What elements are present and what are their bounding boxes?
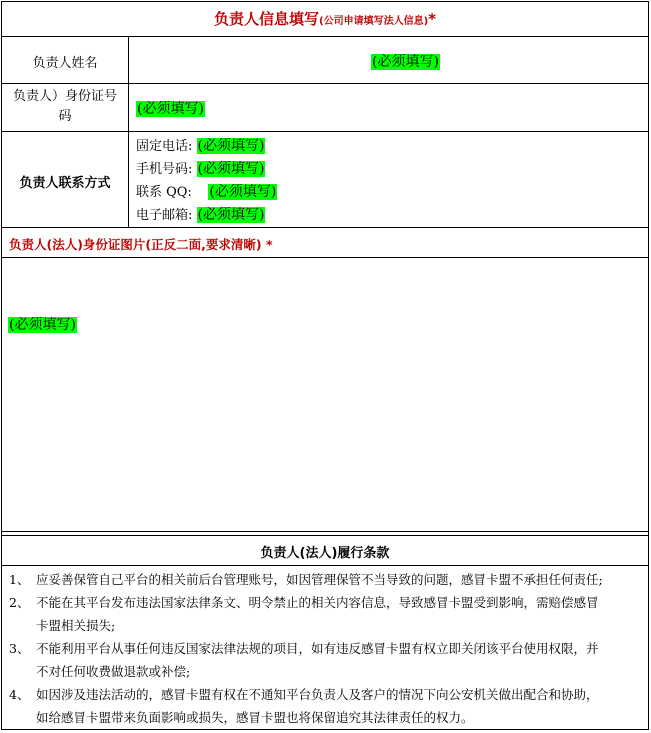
row-divider <box>2 257 648 258</box>
row-divider <box>2 565 648 566</box>
list-item-continued: 卡盟相关损失; <box>36 618 116 633</box>
form-frame <box>1 1 649 730</box>
name-label: 负责人姓名 <box>32 56 98 71</box>
list-item: 2、 不能在其平台发布违法国家法律条文、明令禁止的相关内容信息，导致感冒卡盟受到影响，需赔偿感冒 <box>9 595 599 610</box>
mobile-label: 手机号码: <box>136 162 193 177</box>
name-field[interactable]: (必须填写) <box>372 54 439 70</box>
email-label: 电子邮箱: <box>136 208 193 223</box>
email-row[interactable] <box>136 204 265 224</box>
qq-label: 联系 QQ: <box>136 185 192 200</box>
terms-heading: 负责人(法人)履行条款 <box>260 546 390 561</box>
phone-row[interactable] <box>136 135 265 155</box>
list-item-continued: 如给感冒卡盟带来负面影响或损失，感冒卡盟也将保留追究其法律责任的权力。 <box>36 710 474 725</box>
id-photo-heading: 负责人(法人)身份证图片(正反二面,要求清晰) * <box>9 237 273 252</box>
email-field[interactable]: (必须填写) <box>197 207 265 223</box>
terms-list <box>9 568 645 729</box>
mobile-row[interactable] <box>136 158 265 178</box>
row-divider <box>2 36 648 37</box>
list-item-continued: 不对任何收费做退款或补偿; <box>36 664 191 679</box>
id-photo-field[interactable]: (必须填写) <box>9 317 76 333</box>
column-divider <box>128 37 129 227</box>
list-item: 1、 应妥善保管自己平台的相关前后台管理账号，如因管理保管不当导致的问题，感冒卡盟不承担任何责任; <box>9 572 603 587</box>
qq-row[interactable] <box>136 181 277 201</box>
mobile-field[interactable]: (必须填写) <box>197 161 265 177</box>
contact-label: 负责人联系方式 <box>19 176 111 191</box>
row-divider <box>2 227 648 228</box>
form-title: 负责人信息填写(公司申请填写法人信息)* <box>213 10 436 28</box>
phone-label: 固定电话: <box>136 139 193 154</box>
row-divider <box>2 535 648 536</box>
id-number-label: 负责人）身份证号 码 <box>12 89 117 124</box>
list-item: 3、 不能利用平台从事任何违反国家法律法规的项目，如有违反感冒卡盟有权立即关闭该平台使用权限，并 <box>9 641 599 656</box>
qq-field[interactable]: (必须填写) <box>209 184 277 200</box>
list-item: 4、 如因涉及违法活动的，感冒卡盟有权在不通知平台负责人及客户的情况下向公安机关做出配合和协助， <box>9 687 599 702</box>
row-divider <box>2 131 648 132</box>
row-divider <box>2 531 648 532</box>
phone-field[interactable]: (必须填写) <box>197 138 265 154</box>
row-divider <box>2 83 648 84</box>
id-number-field[interactable]: (必须填写) <box>137 101 204 117</box>
